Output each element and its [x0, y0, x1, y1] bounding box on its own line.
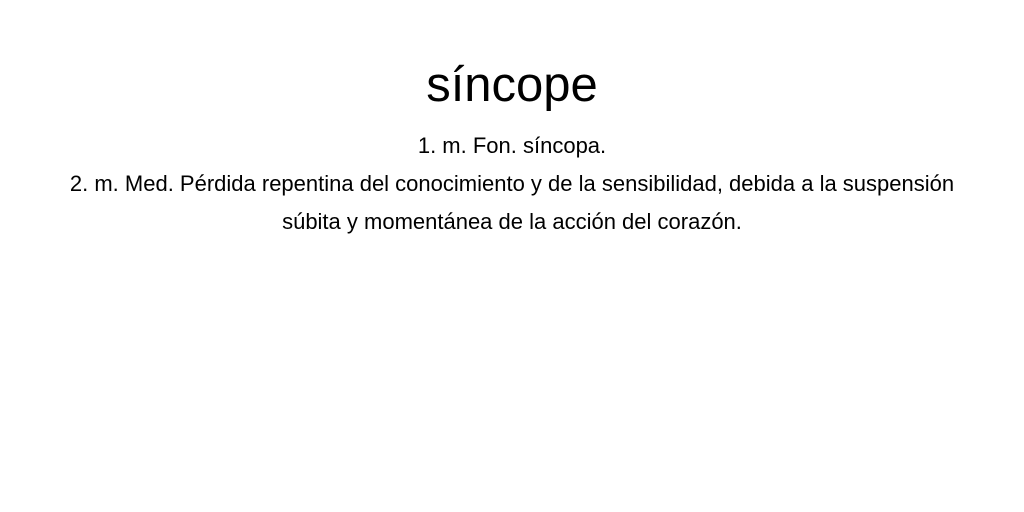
definition-1: 1. m. Fon. síncopa. [417, 133, 607, 158]
headword: síncope [426, 58, 598, 112]
definitions-list [0, 127, 1024, 241]
dictionary-entry [0, 57, 1024, 241]
definition-2: 2. m. Med. Pérdida repentina del conocimiento y de la sensibilidad, debida a la suspensión súbita y momentánea de la acción del corazón. [69, 171, 955, 234]
